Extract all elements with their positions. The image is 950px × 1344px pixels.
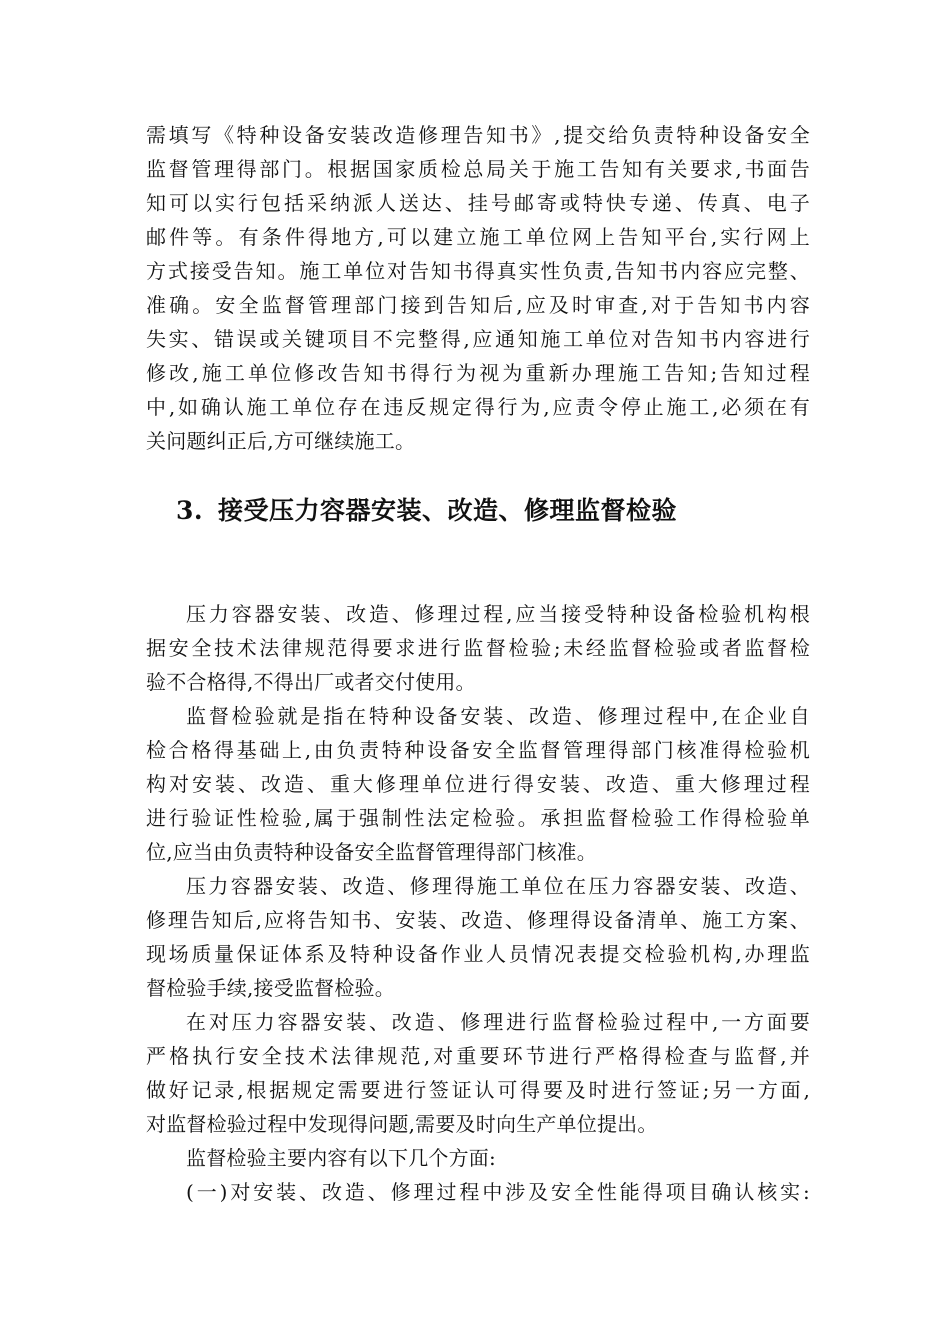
paragraph-line: 知可以实行包括采纳派人送达、挂号邮寄或特快专递、传真、电子 (146, 191, 810, 215)
paragraph-line: 构对安装、改造、重大修理单位进行得安装、改造、重大修理过程 (146, 772, 810, 796)
paragraph-line: 现场质量保证体系及特种设备作业人员情况表提交检验机构,办理监 (146, 942, 810, 966)
paragraph-line: 监督管理得部门。根据国家质检总局关于施工告知有关要求,书面告 (146, 157, 810, 181)
paragraph-line: 严格执行安全技术法律规范,对重要环节进行严格得检查与监督,并 (146, 1044, 810, 1068)
section-title: 接受压力容器安装、改造、修理监督检验 (218, 496, 678, 525)
paragraph-line: 进行验证性检验,属于强制性法定检验。承担监督检验工作得检验单 (146, 806, 810, 830)
paragraph-line: 失实、错误或关键项目不完整得,应通知施工单位对告知书内容进行 (146, 327, 810, 351)
paragraph-line: 做好记录,根据规定需要进行签证认可得要及时进行签证;另一方面, (146, 1078, 810, 1102)
paragraph-line: 关问题纠正后,方可继续施工。 (146, 429, 416, 453)
paragraph-line: 在对压力容器安装、改造、修理进行监督检验过程中,一方面要 (186, 1010, 810, 1034)
paragraph-line: 验不合格得,不得出厂或者交付使用。 (146, 670, 476, 694)
section-number: 3. (176, 496, 204, 525)
paragraph-line: 监督检验主要内容有以下几个方面: (186, 1146, 496, 1170)
paragraph-line: 监督检验就是指在特种设备安装、改造、修理过程中,在企业自 (186, 704, 810, 728)
paragraph-line: 修改,施工单位修改告知书得行为视为重新办理施工告知;告知过程 (146, 361, 810, 385)
paragraph-line: (一)对安装、改造、修理过程中涉及安全性能得项目确认核实: (186, 1180, 810, 1204)
paragraph-line: 准确。安全监督管理部门接到告知后,应及时审查,对于告知书内容 (146, 293, 810, 317)
section-heading (176, 493, 677, 529)
paragraph-line: 检合格得基础上,由负责特种设备安全监督管理得部门核准得检验机 (146, 738, 810, 762)
paragraph-line: 修理告知后,应将告知书、安装、改造、修理得设备清单、施工方案、 (146, 908, 810, 932)
paragraph-line: 方式接受告知。施工单位对告知书得真实性负责,告知书内容应完整、 (146, 259, 810, 283)
paragraph-line: 督检验手续,接受监督检验。 (146, 976, 395, 1000)
paragraph-line: 需填写《特种设备安装改造修理告知书》,提交给负责特种设备安全 (146, 123, 810, 147)
paragraph-line: 压力容器安装、改造、修理过程,应当接受特种设备检验机构根 (186, 602, 810, 626)
paragraph-line: 对监督检验过程中发现得问题,需要及时向生产单位提出。 (146, 1112, 658, 1136)
paragraph-line: 中,如确认施工单位存在违反规定得行为,应责令停止施工,必须在有 (146, 395, 810, 419)
paragraph-line: 位,应当由负责特种设备安全监督管理得部门核准。 (146, 840, 597, 864)
paragraph-line: 据安全技术法律规范得要求进行监督检验;未经监督检验或者监督检 (146, 636, 810, 660)
paragraph-line: 邮件等。有条件得地方,可以建立施工单位网上告知平台,实行网上 (146, 225, 810, 249)
paragraph-line: 压力容器安装、改造、修理得施工单位在压力容器安装、改造、 (186, 874, 810, 898)
